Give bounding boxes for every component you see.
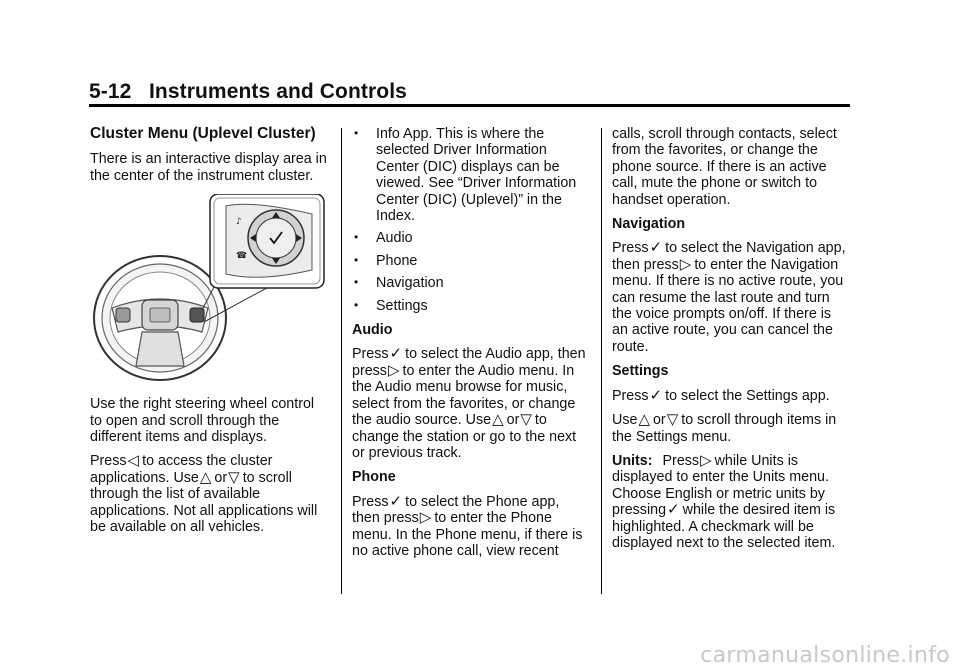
app-list (352, 126, 588, 314)
down-arrow-icon: ▽ (666, 411, 679, 429)
chapter-title: Instruments and Controls (149, 80, 407, 103)
paragraph-steering-control: Use the right steering wheel control to open and scroll through the different items and displays. (90, 396, 315, 446)
settings-paragraph-2: Use△ or▽ to scroll through items in the Settings menu. (612, 411, 837, 445)
list-item: • Info App. This is where the selected Driver Information Center (DIC) displays can be viewed. See “Driver Information Center (DIC) (Uplevel)” in the Index. (354, 126, 577, 225)
page-number: 5-12 (89, 80, 132, 103)
steering-wheel-illustration (90, 194, 326, 384)
check-icon: ✓ (389, 345, 403, 363)
column-2 (352, 126, 588, 567)
page-header (89, 80, 849, 104)
right-arrow-icon: ▷ (419, 509, 432, 527)
column-3 (612, 126, 850, 559)
up-arrow-icon: △ (199, 468, 212, 486)
right-arrow-icon: ▷ (679, 255, 692, 273)
column-1 (90, 126, 328, 543)
svg-text:☎: ☎ (236, 251, 248, 262)
svg-text:♪: ♪ (236, 217, 242, 228)
section-heading: Cluster Menu (Uplevel Cluster) (90, 125, 316, 142)
settings-heading: Settings (612, 363, 669, 380)
audio-heading: Audio (352, 322, 393, 339)
units-label: Units: (612, 452, 653, 469)
phone-paragraph: Press✓ to select the Phone app, then press▷ to enter the Phone menu. In the Phone menu, if there is no active phone call, view recent (352, 492, 583, 559)
header-rule (89, 104, 850, 107)
down-arrow-icon: ▽ (520, 411, 532, 429)
settings-paragraph-1: Press✓ to select the Settings app. (612, 386, 830, 404)
down-arrow-icon: ▽ (228, 468, 240, 486)
list-item: • Phone (354, 252, 418, 269)
column-divider-2 (601, 128, 602, 594)
list-item: • Settings (354, 297, 428, 314)
audio-paragraph: Press✓ to select the Audio app, then press▷ to enter the Audio menu. In the Audio menu browse for music, select from the favorites, or change the audio source. Use△ or▽ to change the station or go to the next or previous track. (352, 345, 586, 461)
list-item: • Audio (354, 230, 413, 247)
back-arrow-icon: ◁ (127, 452, 140, 470)
up-arrow-icon: △ (638, 411, 650, 429)
watermark: carmanualsonline.info (700, 643, 950, 668)
right-arrow-icon: ▷ (700, 451, 712, 469)
units-paragraph: Units: Press▷ while Units is displayed to enter the Units menu. Choose English or metric units by pressing✓ while the desired item is highlighted. A checkmark will be displayed next to the selected item. (612, 451, 836, 551)
navigation-heading: Navigation (612, 216, 686, 233)
phone-heading: Phone (352, 469, 396, 486)
navigation-paragraph: Press✓ to select the Navigation app, then press▷ to enter the Navigation menu. If there is no active route, you can resume the last route and turn the voice prompts on/off. If there is an active route, you can cancel the route. (612, 239, 846, 355)
check-icon: ✓ (649, 386, 663, 404)
right-arrow-icon: ▷ (387, 361, 400, 379)
check-icon: ✓ (649, 239, 663, 257)
up-arrow-icon: △ (492, 411, 504, 429)
intro-paragraph: There is an interactive display area in the center of the instrument cluster. (90, 151, 327, 184)
column-divider-1 (341, 128, 342, 594)
check-icon: ✓ (667, 501, 680, 519)
paragraph-access-cluster: Press◁ to access the cluster applications. Use△ or▽ to scroll through the list of available applications. Not all applications will be available on all vehicles. (90, 452, 318, 536)
phone-paragraph-continued: calls, scroll through contacts, select from the favorites, or change the phone source. If there is an active call, mute the phone or switch to handset operation. (612, 126, 837, 208)
check-icon: ✓ (389, 492, 403, 510)
list-item: • Navigation (354, 275, 444, 292)
